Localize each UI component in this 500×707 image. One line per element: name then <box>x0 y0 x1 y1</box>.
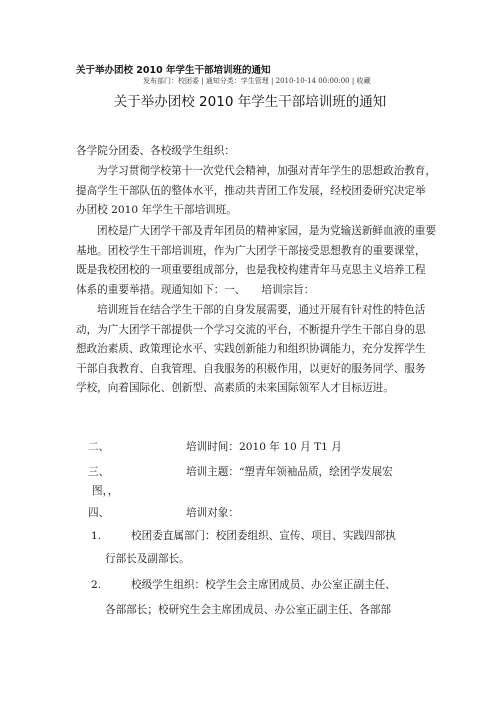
section-number: 二、 <box>88 441 110 453</box>
document-header-title: 关于举办团校 2010 年学生干部培训班的通知 <box>76 65 271 76</box>
list-item-text: 校团委直属部门：校团委组织、宣传、项目、实践四部执 <box>131 530 396 542</box>
list-item-wrap: 行部长及副部长。 <box>105 553 190 565</box>
section-text: 培训对象： <box>186 507 239 519</box>
document-meta-line: 发布部门：校团委 | 通知分类：学生管理 | 2010-10-14 00:00:00 | 收藏 <box>143 77 371 85</box>
paragraph-goal: 培训班旨在结合学生干部的自身发展需要，通过开展有针对性的特色活动，为广大团学干部提供一个学习交流的平台，不断提升学生干部自身的思想政治素质、政策理论水平、实践创新能力和组织协调能力，充分发挥学生干部自我教育、自我管理、自我服务的积极作用，以更好的服务同学、服务学校，向着国际化、创新型、高素质的未来国际领军人才目标迈进。 <box>76 304 426 395</box>
section-text-wrap: 图，， <box>92 485 119 497</box>
section-number: 四、 <box>88 507 110 519</box>
page-title: 关于举办团校 2010 年学生干部培训班的通知 <box>113 94 387 110</box>
list-item-wrap: 各部部长；校研究生会主席团成员、办公室正副主任、各部部 <box>105 604 392 616</box>
list-item-number: 2. <box>91 579 102 591</box>
paragraph-purpose: 为学习贯彻学校第十一次党代会精神，加强对青年学生的思想政治教育，提高学生干部队伍的整体水平，推动共青团工作发展，经校团委研究决定举办团校 2010 年学生干部培训班。 <box>76 165 436 217</box>
list-item-number: 1. <box>91 530 102 542</box>
section-text: 培训主题：“塑青年领袖品质，绘团学发展宏 <box>186 466 393 478</box>
salutation: 各学院分团委、各校级学生组织： <box>76 145 235 157</box>
section-number: 三、 <box>88 466 110 478</box>
paragraph-background: 团校是广大团学干部及青年团员的精神家园，是为党输送新鲜血液的重要基地。团校学生干部培训班，作为广大团学干部接受思想教育的重要课堂，既是我校团校的一项重要组成部分，也是我校构建青年马克思主义培养工程体系的重要举措。现通知如下：一、 培训宗旨： <box>76 225 436 296</box>
list-item-text: 校级学生组织：校学生会主席团成员、办公室正副主任、 <box>131 579 396 591</box>
section-text: 培训时间：2010 年 10 月 T1 月 <box>186 441 342 453</box>
